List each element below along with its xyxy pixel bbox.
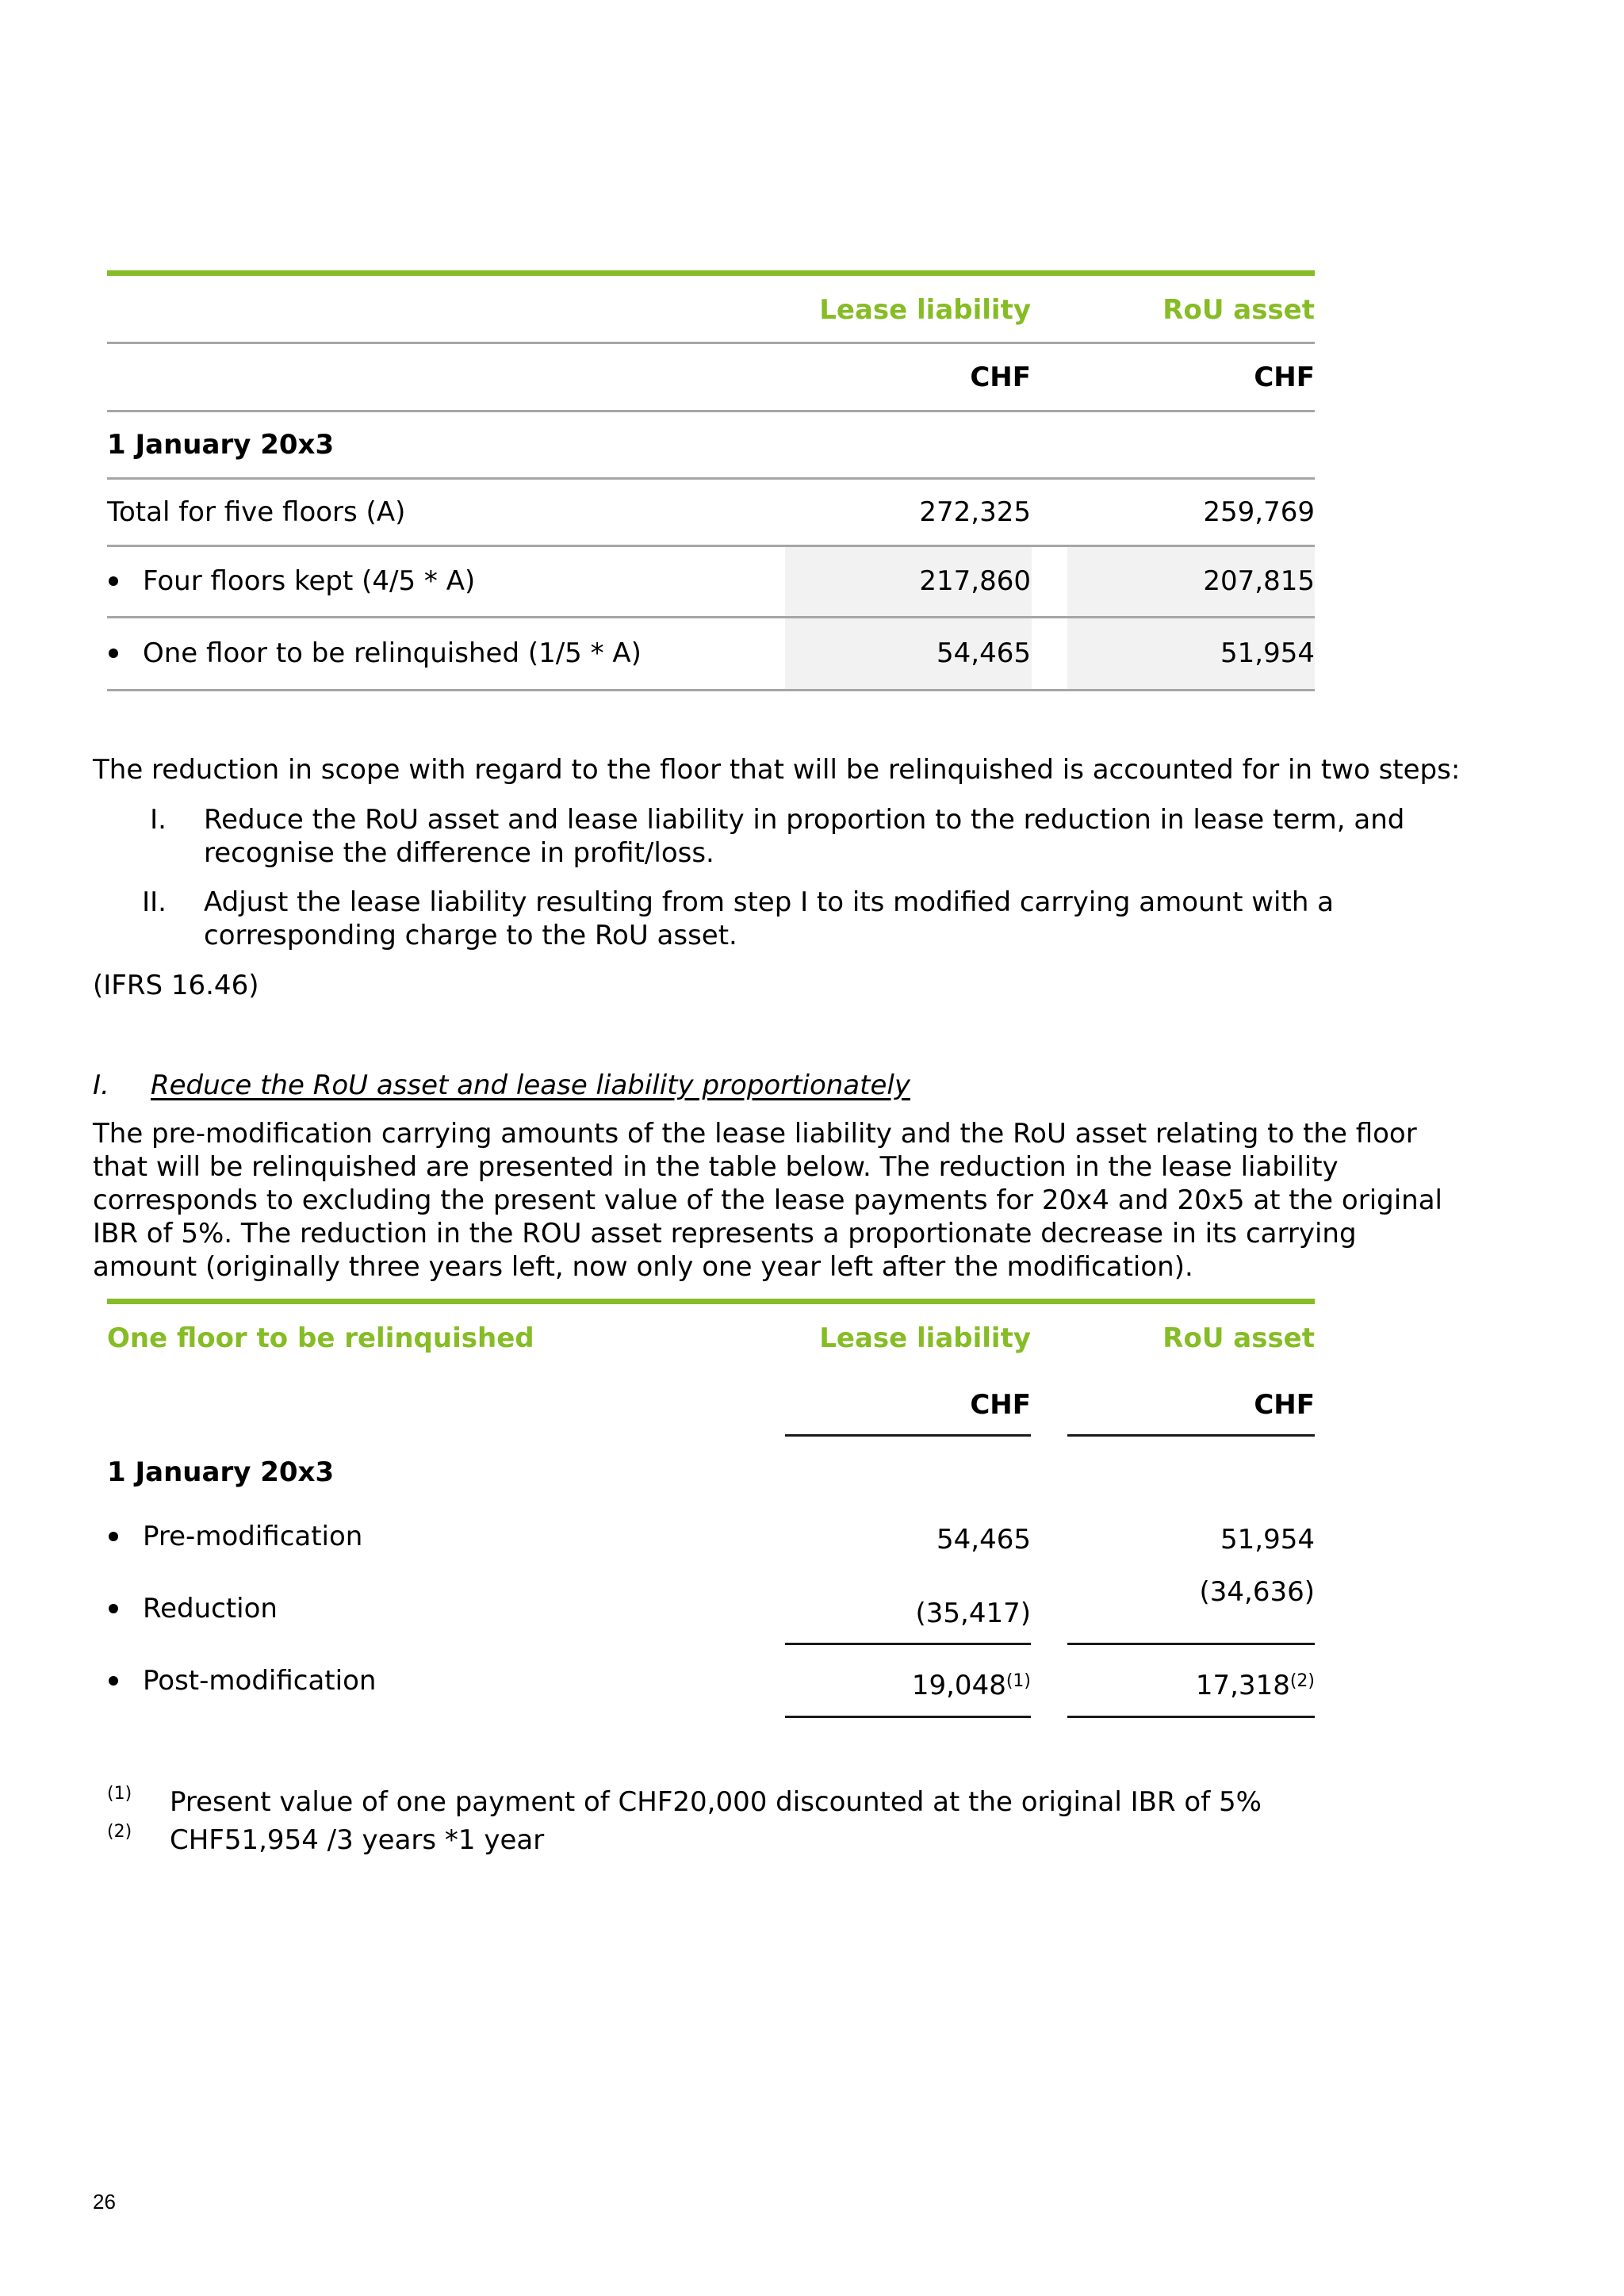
table1-top-rule xyxy=(107,270,1315,276)
footnote-ref: (2) xyxy=(1289,1670,1315,1691)
divider xyxy=(107,477,1315,480)
table2-title: One floor to be relinquished xyxy=(107,1322,534,1354)
step-text-line: Reduce the RoU asset and lease liability in proportion to the reduction in lease term, and xyxy=(204,804,1405,836)
table2-section-label: 1 January 20x3 xyxy=(107,1456,335,1488)
underline xyxy=(1067,1434,1315,1437)
divider xyxy=(107,342,1315,344)
row-label: Pre-modification xyxy=(143,1521,363,1552)
row-label: Four floors kept (4/5 * A) xyxy=(143,565,476,597)
table1-header-lease-liability: Lease liability xyxy=(819,294,1031,326)
step-text-line: Adjust the lease liability resulting from step I to its modified carrying amount with a xyxy=(204,886,1335,918)
table1-header-rou-asset: RoU asset xyxy=(1162,294,1315,326)
bullet-icon xyxy=(109,1604,118,1613)
ifrs-reference: (IFRS 16.46) xyxy=(93,970,259,1001)
step-marker: I. xyxy=(150,804,167,836)
value: 19,048 xyxy=(911,1670,1006,1701)
value: 17,318 xyxy=(1195,1670,1290,1701)
footnote-marker: (1) xyxy=(107,1784,132,1804)
subheading-text: Reduce the RoU asset and lease liability proportionately xyxy=(151,1070,910,1101)
paragraph-line: corresponds to excluding the present value of the lease payments for 20x4 and 20x5 at the original xyxy=(93,1184,1442,1216)
divider xyxy=(107,616,1315,618)
page-number: 26 xyxy=(93,2190,116,2214)
table2-currency-lease: CHF xyxy=(970,1389,1031,1421)
step-marker: II. xyxy=(142,886,167,918)
intro-paragraph: The reduction in scope with regard to the floor that will be relinquished is accounted for in two steps: xyxy=(93,754,1461,786)
row-rou-asset: 207,815 xyxy=(1203,565,1315,597)
row-label: Total for five floors (A) xyxy=(107,496,406,528)
table2-top-rule xyxy=(107,1299,1315,1304)
underline xyxy=(785,1643,1031,1645)
row-lease-liability: 54,465 xyxy=(936,637,1031,669)
paragraph-line: that will be relinquished are presented in the table below. The reduction in the lease liability xyxy=(93,1151,1339,1183)
step-text-line: recognise the difference in profit/loss. xyxy=(204,837,714,869)
underline xyxy=(785,1716,1031,1718)
table2-header-lease-liability: Lease liability xyxy=(819,1322,1031,1354)
underline xyxy=(1067,1643,1315,1645)
table2-header-rou-asset: RoU asset xyxy=(1162,1322,1315,1354)
bullet-icon xyxy=(109,1676,118,1686)
row-rou-asset: 51,954 xyxy=(1220,1524,1315,1556)
underline xyxy=(1067,1716,1315,1718)
table1-currency-lease: CHF xyxy=(970,362,1031,393)
row-rou-asset: 51,954 xyxy=(1220,637,1315,669)
step-text-line: corresponding charge to the RoU asset. xyxy=(204,920,737,951)
footnote-ref: (1) xyxy=(1005,1670,1031,1691)
row-rou-asset: 259,769 xyxy=(1203,496,1315,528)
row-lease-liability: 272,325 xyxy=(919,496,1031,528)
row-label: Post-modification xyxy=(143,1665,377,1697)
subheading-marker: I. xyxy=(93,1070,109,1101)
row-lease-liability xyxy=(785,1669,1031,1702)
row-lease-liability: (35,417) xyxy=(915,1598,1031,1629)
row-label: One floor to be relinquished (1/5 * A) xyxy=(143,637,642,669)
bullet-icon xyxy=(109,649,118,658)
paragraph-line: IBR of 5%. The reduction in the ROU asset represents a proportionate decrease in its carrying xyxy=(93,1218,1357,1249)
table1-section-label: 1 January 20x3 xyxy=(107,429,335,461)
row-label: Reduction xyxy=(143,1593,278,1624)
row-lease-liability: 217,860 xyxy=(919,565,1031,597)
table2-currency-rou: CHF xyxy=(1254,1389,1315,1421)
bullet-icon xyxy=(109,1532,118,1541)
bullet-icon xyxy=(109,576,118,586)
divider xyxy=(107,689,1315,691)
paragraph-line: amount (originally three years left, now only one year left after the modification). xyxy=(93,1251,1193,1283)
table1-currency-rou: CHF xyxy=(1254,362,1315,393)
row-rou-asset: (34,636) xyxy=(1199,1576,1315,1608)
underline xyxy=(785,1434,1031,1437)
footnote-marker: (2) xyxy=(107,1822,132,1842)
footnote-text: CHF51,954 /3 years *1 year xyxy=(170,1824,545,1856)
footnote-text: Present value of one payment of CHF20,000 discounted at the original IBR of 5% xyxy=(170,1786,1262,1818)
divider xyxy=(107,410,1315,412)
paragraph-line: The pre-modification carrying amounts of the lease liability and the RoU asset relating to the floor xyxy=(93,1118,1417,1150)
row-rou-asset xyxy=(1067,1669,1315,1702)
row-lease-liability: 54,465 xyxy=(936,1524,1031,1556)
